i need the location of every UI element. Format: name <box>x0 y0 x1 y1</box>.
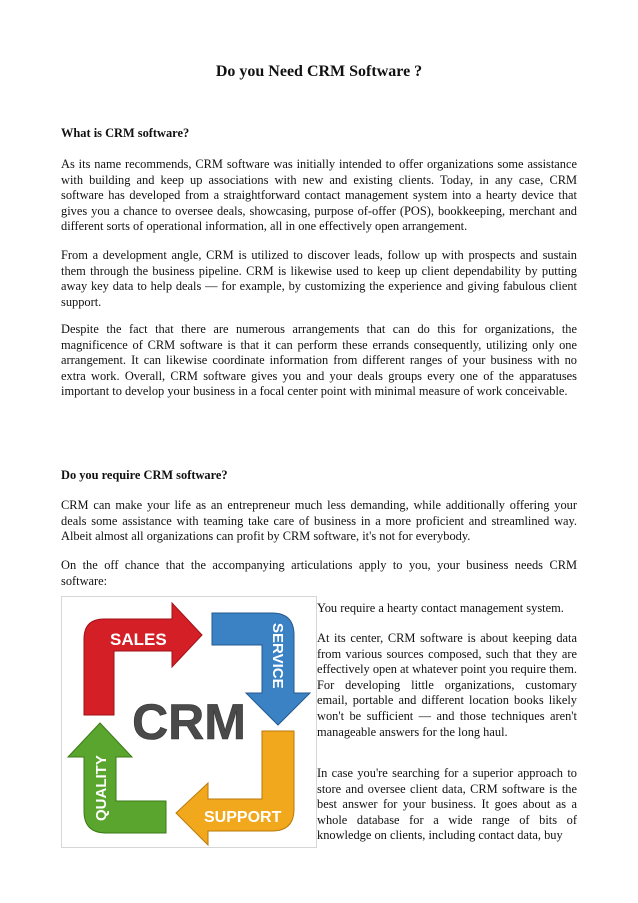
section-heading-do-you-require: Do you require CRM software? <box>61 468 228 482</box>
crm-cycle-graphic <box>62 597 316 847</box>
paragraph: From a development angle, CRM is utilized to discover leads, follow up with prospects and sustain them through the business pipeline. CRM is likewise used to keep up client dependability by putting away key data to help deals — for example, by customizing the experience and giving fabulous client support. <box>61 248 577 309</box>
side-paragraph: You require a hearty contact management system. <box>317 601 564 615</box>
side-column <box>317 631 577 740</box>
paragraph: On the off chance that the accompanying articulations apply to you, your business needs CRM software: <box>61 558 577 588</box>
side-column <box>317 601 577 617</box>
side-column <box>317 766 577 844</box>
crm-cycle-figure <box>61 596 317 848</box>
document-title: Do you Need CRM Software ? <box>215 63 423 80</box>
section-heading-what-is-crm: What is CRM software? <box>61 126 190 140</box>
side-paragraph: In case you're searching for a superior approach to store and oversee client data, CRM software is the best answer for your business. It goes about as a whole database for a wide range of bits of knowledge on clients, including contact data, buy <box>317 766 577 843</box>
side-paragraph: At its center, CRM software is about keeping data from various sources composed, such that they are effectively open at whatever point you require them. For developing little organizations, customary email, portable and different location books likely won't be sufficient — and those techniques aren't manageable answers for the long haul. <box>317 631 577 739</box>
sales-label: SALES <box>110 630 167 649</box>
paragraph: Despite the fact that there are numerous arrangements that can do this for organizations, the magnificence of CRM software is that it can perform these errands consequently, utilizing only one arrangement. It can likewise coordinate information from different ranges of your business with no extra work. Overall, CRM software gives you and your deals groups every one of the apparatuses important to develop your business in a focal center point with minimal measure of work conceivable. <box>61 322 577 399</box>
quality-label: QUALITY <box>93 755 110 821</box>
paragraph: As its name recommends, CRM software was initially intended to offer organizations some assistance with building and keep up associations with new and existing clients. Today, in any case, CRM software has developed from a straightforward contact management system into a hearty device that gives you a chance to oversee deals, showcasing, purpose of-offer (POS), bookkeeping, merchant and different sorts of operational information, all in one effectively open arrangement. <box>61 157 577 234</box>
crm-center-label: CRM <box>132 694 246 750</box>
paragraph: CRM can make your life as an entrepreneur much less demanding, while additionally offering your deals some assistance with teaming take care of business in a more proficient and streamlined way. Albeit almost all organizations can profit by CRM software, it's not for everybody. <box>61 498 577 544</box>
service-label: SERVICE <box>269 623 286 689</box>
support-label: SUPPORT <box>204 809 282 826</box>
